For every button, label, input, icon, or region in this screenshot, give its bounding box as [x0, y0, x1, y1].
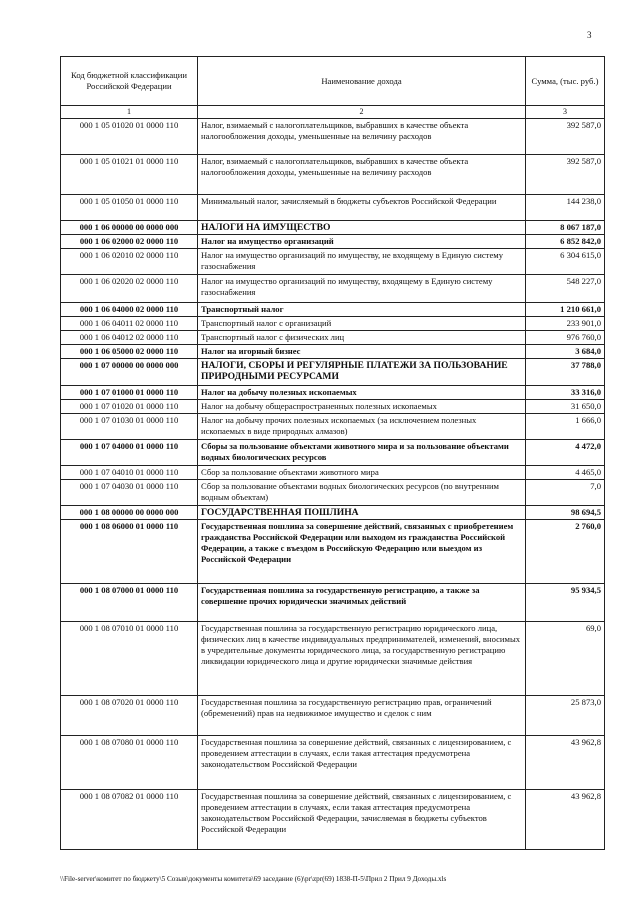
table-row: [61, 440, 605, 466]
row-sum: 98 694,5: [526, 506, 605, 520]
row-name: Государственная пошлина за государственную регистрацию прав, ограничений (обременений) прав на недвижимое имущество и сделок с ним: [198, 696, 526, 736]
row-code: 000 1 08 07020 01 0000 110: [61, 696, 198, 736]
row-name: Государственная пошлина за совершение действий, связанных с лицензированием, с проведением аттестации в случаях, если такая аттестация предусмотрена законодательством Российской Федерации, зачисляемая в бюджеты субъектов Российской Федерации: [198, 790, 526, 850]
row-name: Налог на добычу полезных ископаемых: [198, 386, 526, 400]
row-code: 000 1 05 01020 01 0000 110: [61, 119, 198, 155]
row-name: Налог, взимаемый с налогоплательщиков, выбравших в качестве объекта налогообложения доходы, уменьшенные на величину расходов: [198, 119, 526, 155]
row-code: 000 1 06 02020 02 0000 110: [61, 275, 198, 303]
row-name: Налог на игорный бизнес: [198, 345, 526, 359]
row-sum: 95 934,5: [526, 584, 605, 622]
table-row: [61, 696, 605, 736]
row-name: Транспортный налог с организаций: [198, 317, 526, 331]
column-number: 3: [526, 106, 605, 119]
row-code: 000 1 06 02000 02 0000 110: [61, 235, 198, 249]
table-row: [61, 584, 605, 622]
row-sum: 6 304 615,0: [526, 249, 605, 275]
table-row: [61, 790, 605, 850]
row-code: 000 1 08 07082 01 0000 110: [61, 790, 198, 850]
table-row: [61, 303, 605, 317]
row-sum: 976 760,0: [526, 331, 605, 345]
row-code: 000 1 08 07080 01 0000 110: [61, 736, 198, 790]
table-row: [61, 155, 605, 195]
row-sum: 7,0: [526, 480, 605, 506]
column-number: 1: [61, 106, 198, 119]
row-name: Налог на добычу общераспространенных полезных ископаемых: [198, 400, 526, 414]
header-name: Наименование дохода: [198, 57, 526, 106]
row-name: Налог, взимаемый с налогоплательщиков, выбравших в качестве объекта налогообложения доходы, уменьшенные на величину расходов: [198, 155, 526, 195]
row-sum: 25 873,0: [526, 696, 605, 736]
row-name: Налог на имущество организаций: [198, 235, 526, 249]
row-name: Государственная пошлина за совершение действий, связанных с приобретением гражданства Российской Федерации или выходом из гражданства Российской Федерации, а также с въездом в Российскую Федерацию или выездом из Российской Федерации: [198, 520, 526, 584]
row-code: 000 1 07 01000 01 0000 110: [61, 386, 198, 400]
row-sum: 392 587,0: [526, 155, 605, 195]
row-name: НАЛОГИ, СБОРЫ И РЕГУЛЯРНЫЕ ПЛАТЕЖИ ЗА ПОЛЬЗОВАНИЕ ПРИРОДНЫМИ РЕСУРСАМИ: [198, 359, 526, 386]
table-row: [61, 235, 605, 249]
row-code: 000 1 05 01021 01 0000 110: [61, 155, 198, 195]
row-sum: 1 666,0: [526, 414, 605, 440]
row-sum: 43 962,8: [526, 790, 605, 850]
row-name: Минимальный налог, зачисляемый в бюджеты субъектов Российской Федерации: [198, 195, 526, 221]
row-sum: 144 238,0: [526, 195, 605, 221]
row-sum: 3 684,0: [526, 345, 605, 359]
table-row: [61, 317, 605, 331]
row-name: Государственная пошлина за государственную регистрацию юридического лица, физических лиц в качестве индивидуальных предпринимателей, изменений, вносимых в учредительные документы юридического лица, за государственную регистрацию ликвидации юридического лица и другие юридически значимые действия: [198, 622, 526, 696]
row-sum: 8 067 187,0: [526, 221, 605, 235]
table-row: [61, 506, 605, 520]
table-row: [61, 249, 605, 275]
row-sum: 548 227,0: [526, 275, 605, 303]
row-code: 000 1 07 00000 00 0000 000: [61, 359, 198, 386]
table-row: [61, 736, 605, 790]
row-sum: 43 962,8: [526, 736, 605, 790]
header-code: Код бюджетной классификации Российской Федерации: [61, 57, 198, 106]
table-row: [61, 331, 605, 345]
row-name: Государственная пошлина за государственную регистрацию, а также за совершение прочих юридически значимых действий: [198, 584, 526, 622]
row-name: Сбор за пользование объектами животного мира: [198, 466, 526, 480]
table-row: [61, 414, 605, 440]
table-row: [61, 480, 605, 506]
row-name: Сбор за пользование объектами водных биологических ресурсов (по внутренним водным объектам): [198, 480, 526, 506]
row-sum: 37 788,0: [526, 359, 605, 386]
row-code: 000 1 07 04010 01 0000 110: [61, 466, 198, 480]
row-name: ГОСУДАРСТВЕННАЯ ПОШЛИНА: [198, 506, 526, 520]
row-name: Государственная пошлина за совершение действий, связанных с лицензированием, с проведением аттестации в случаях, если такая аттестация предусмотрена законодательством Российской Федерации: [198, 736, 526, 790]
row-code: 000 1 08 07000 01 0000 110: [61, 584, 198, 622]
row-code: 000 1 07 04030 01 0000 110: [61, 480, 198, 506]
table-row: [61, 466, 605, 480]
row-sum: 2 760,0: [526, 520, 605, 584]
row-name: Налог на имущество организаций по имуществу, не входящему в Единую систему газоснабжения: [198, 249, 526, 275]
table-row: [61, 119, 605, 155]
row-sum: 1 210 661,0: [526, 303, 605, 317]
row-sum: 4 472,0: [526, 440, 605, 466]
row-sum: 392 587,0: [526, 119, 605, 155]
row-sum: 33 316,0: [526, 386, 605, 400]
table-row: [61, 345, 605, 359]
page-number: 3: [587, 30, 592, 40]
row-code: 000 1 05 01050 01 0000 110: [61, 195, 198, 221]
row-code: 000 1 08 07010 01 0000 110: [61, 622, 198, 696]
row-code: 000 1 06 04000 02 0000 110: [61, 303, 198, 317]
revenue-table: [60, 56, 605, 850]
row-sum: 6 852 842,0: [526, 235, 605, 249]
row-name: Транспортный налог с физических лиц: [198, 331, 526, 345]
row-code: 000 1 08 00000 00 0000 000: [61, 506, 198, 520]
table-row: [61, 520, 605, 584]
row-code: 000 1 06 04012 02 0000 110: [61, 331, 198, 345]
row-sum: 31 650,0: [526, 400, 605, 414]
row-name: Транспортный налог: [198, 303, 526, 317]
table-row: [61, 386, 605, 400]
table-row: [61, 221, 605, 235]
row-name: Налог на добычу прочих полезных ископаемых (за исключением полезных ископаемых в виде природных алмазов): [198, 414, 526, 440]
table-row: [61, 195, 605, 221]
column-number: 2: [198, 106, 526, 119]
row-sum: 4 465,0: [526, 466, 605, 480]
header-sum: Сумма, (тыс. руб.): [526, 57, 605, 106]
row-code: 000 1 06 05000 02 0000 110: [61, 345, 198, 359]
row-code: 000 1 06 02010 02 0000 110: [61, 249, 198, 275]
table-row: [61, 359, 605, 386]
row-sum: 233 901,0: [526, 317, 605, 331]
row-name: Сборы за пользование объектами животного мира и за пользование объектами водных биологических ресурсов: [198, 440, 526, 466]
row-name: НАЛОГИ НА ИМУЩЕСТВО: [198, 221, 526, 235]
row-code: 000 1 06 04011 02 0000 110: [61, 317, 198, 331]
file-path-footer: \\File-server\комитет по бюджету\5 Созыв\документы комитета\69 заседание (6)\pr\zpr(69) 1838-П-5\Прил 2 Прил 9 Доходы.xls: [60, 875, 447, 883]
table-row: [61, 622, 605, 696]
row-code: 000 1 07 01030 01 0000 110: [61, 414, 198, 440]
row-code: 000 1 07 04000 01 0000 110: [61, 440, 198, 466]
table-row: [61, 400, 605, 414]
row-code: 000 1 08 06000 01 0000 110: [61, 520, 198, 584]
row-code: 000 1 07 01020 01 0000 110: [61, 400, 198, 414]
table-row: [61, 275, 605, 303]
row-code: 000 1 06 00000 00 0000 000: [61, 221, 198, 235]
row-sum: 69,0: [526, 622, 605, 696]
row-name: Налог на имущество организаций по имуществу, входящему в Единую систему газоснабжения: [198, 275, 526, 303]
